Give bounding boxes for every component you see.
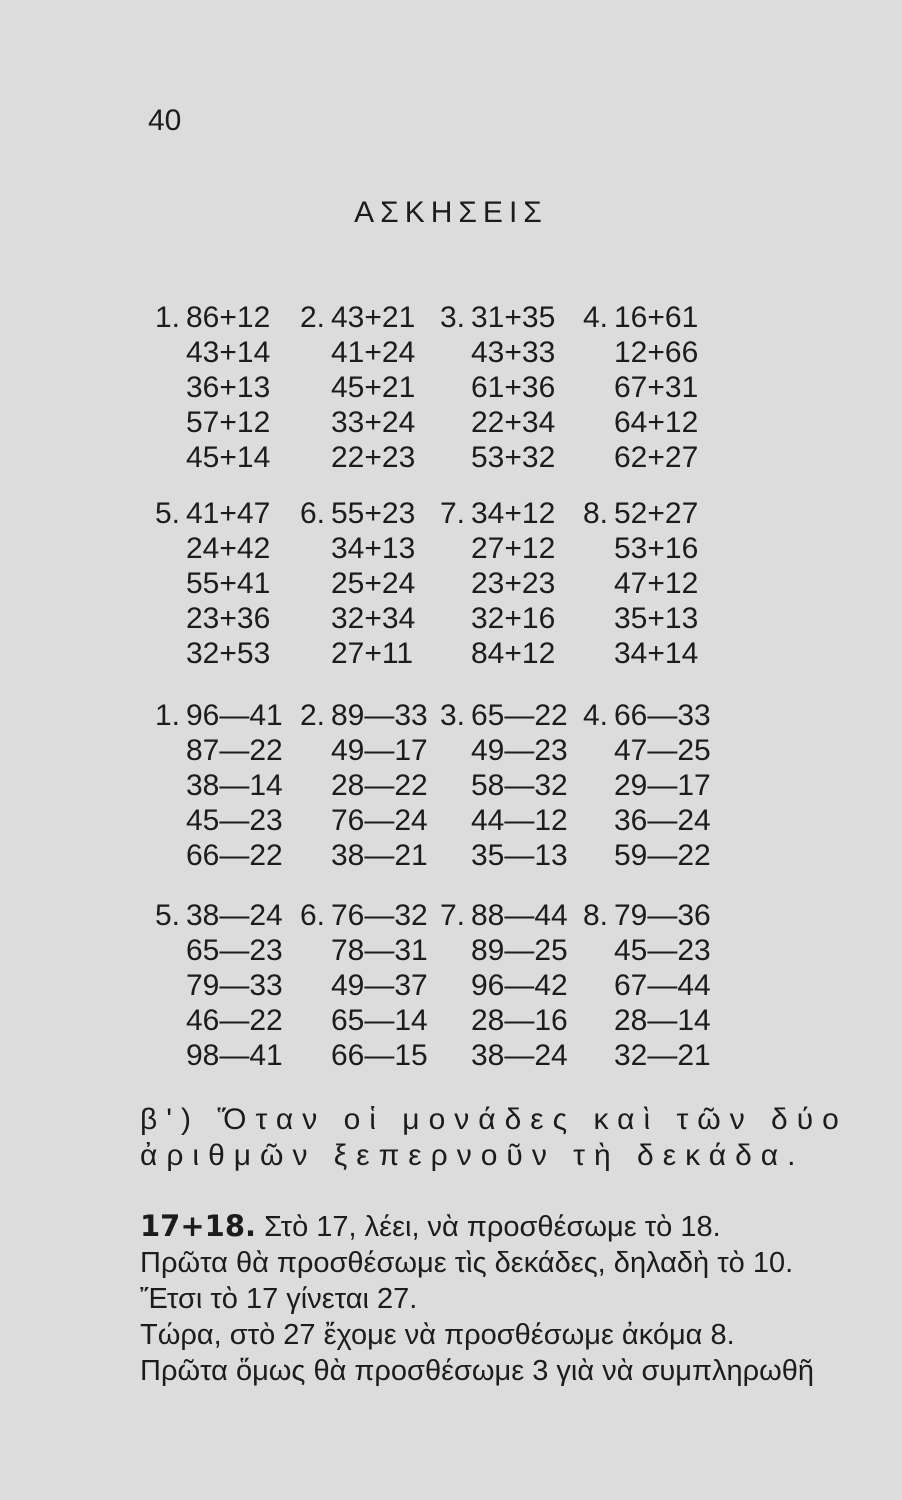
exercise-item: 28—14 xyxy=(614,1004,711,1037)
exercise-item: 25+24 xyxy=(331,567,416,600)
page-number: 40 xyxy=(148,104,182,137)
exercise-number: 3. xyxy=(439,699,465,732)
exercise-item: 47—25 xyxy=(614,734,711,767)
exercise-item: 27+12 xyxy=(471,532,556,565)
exercise-item: 89—33 xyxy=(331,699,428,732)
exercise-item: 38—24 xyxy=(186,899,283,932)
exercise-item: 61+36 xyxy=(471,371,556,404)
exercise-item: 44—12 xyxy=(471,804,568,837)
exercise-item: 66—33 xyxy=(614,699,711,732)
exercise-number: 3. xyxy=(439,301,465,334)
exercise-item: 43+33 xyxy=(471,336,556,369)
exercise-item: 96—41 xyxy=(186,699,283,732)
exercise-item: 36—24 xyxy=(614,804,711,837)
exercise-item: 96—42 xyxy=(471,969,568,1002)
exercise-item: 55+41 xyxy=(186,567,271,600)
exercise-item: 45+21 xyxy=(331,371,416,404)
exercise-item: 32+34 xyxy=(331,602,416,635)
exercise-item: 64+12 xyxy=(614,406,699,439)
exercise-item: 87—22 xyxy=(186,734,283,767)
exercise-item: 78—31 xyxy=(331,934,428,967)
exercise-item: 23+36 xyxy=(186,602,271,635)
exercise-number: 8. xyxy=(582,497,608,530)
exercise-item: 38—21 xyxy=(331,839,428,872)
exercise-item: 43+14 xyxy=(186,336,271,369)
exercise-item: 34+12 xyxy=(471,497,556,530)
exercise-item: 65—23 xyxy=(186,934,283,967)
exercise-item: 41+24 xyxy=(331,336,416,369)
paragraph-line-4: Τώρα, στὸ 27 ἔχομε νὰ προσθέσωμε ἀκόμα 8. xyxy=(140,1319,735,1351)
exercise-number: 7. xyxy=(439,497,465,530)
exercise-item: 67—44 xyxy=(614,969,711,1002)
exercise-item: 57+12 xyxy=(186,406,271,439)
exercise-item: 79—33 xyxy=(186,969,283,1002)
exercise-item: 49—37 xyxy=(331,969,428,1002)
paragraph-line-3: Ἔτσι τὸ 17 γίνεται 27. xyxy=(140,1283,418,1315)
exercise-item: 59—22 xyxy=(614,839,711,872)
exercise-item: 52+27 xyxy=(614,497,699,530)
exercise-item: 58—32 xyxy=(471,769,568,802)
exercise-item: 38—24 xyxy=(471,1039,568,1072)
exercise-item: 41+47 xyxy=(186,497,271,530)
exercise-item: 43+21 xyxy=(331,301,416,334)
exercise-item: 65—14 xyxy=(331,1004,428,1037)
exercise-item: 62+27 xyxy=(614,441,699,474)
exercise-item: 49—17 xyxy=(331,734,428,767)
exercise-item: 76—32 xyxy=(331,899,428,932)
example-expression: 17+18. xyxy=(140,1209,257,1243)
exercise-number: 5. xyxy=(154,497,180,530)
exercise-item: 76—24 xyxy=(331,804,428,837)
section-heading xyxy=(140,1102,880,1174)
exercise-item: 67+31 xyxy=(614,371,699,404)
exercises-heading: ΑΣΚΗΣΕΙΣ xyxy=(354,196,548,229)
exercise-item: 55+23 xyxy=(331,497,416,530)
exercise-item: 33+24 xyxy=(331,406,416,439)
exercise-item: 46—22 xyxy=(186,1004,283,1037)
section-heading-line-1: β') Ὅταν οἱ μονάδες καὶ τῶν δύο xyxy=(140,1103,848,1136)
explanation-paragraph xyxy=(140,1208,890,1389)
paragraph-line-1-text: Στὸ 17, λέει, νὰ προσθέσωμε τὸ 18. xyxy=(256,1211,721,1243)
exercise-item: 45+14 xyxy=(186,441,271,474)
exercise-item: 27+11 xyxy=(331,637,414,670)
exercise-item: 88—44 xyxy=(471,899,568,932)
exercise-item: 32—21 xyxy=(614,1039,711,1072)
exercise-number: 5. xyxy=(154,899,180,932)
exercise-number: 6. xyxy=(299,899,325,932)
exercise-item: 16+61 xyxy=(614,301,699,334)
exercise-item: 31+35 xyxy=(471,301,556,334)
exercise-item: 35+13 xyxy=(614,602,699,635)
exercise-item: 45—23 xyxy=(614,934,711,967)
exercise-item: 98—41 xyxy=(186,1039,283,1072)
paragraph-line-1 xyxy=(140,1208,890,1245)
exercise-number: 4. xyxy=(582,301,608,334)
paragraph-line-2: Πρῶτα θὰ προσθέσωμε τὶς δεκάδες, δηλαδὴ τὸ 10. xyxy=(140,1247,794,1279)
exercise-item: 45—23 xyxy=(186,804,283,837)
paragraph-line-5: Πρῶτα ὅμως θὰ προσθέσωμε 3 γιὰ νὰ συμπληρωθῆ xyxy=(140,1355,815,1387)
exercise-item: 38—14 xyxy=(186,769,283,802)
exercise-item: 84+12 xyxy=(471,637,556,670)
exercise-item: 22+23 xyxy=(331,441,416,474)
exercise-number: 2. xyxy=(299,301,325,334)
exercise-item: 89—25 xyxy=(471,934,568,967)
exercise-item: 66—15 xyxy=(331,1039,428,1072)
exercise-item: 29—17 xyxy=(614,769,711,802)
exercise-item: 28—16 xyxy=(471,1004,568,1037)
exercise-number: 4. xyxy=(582,699,608,732)
section-heading-line-2: ἀριθμῶν ξεπερνοῦν τὴ δεκάδα. xyxy=(140,1139,805,1172)
exercise-item: 34+14 xyxy=(614,637,699,670)
exercise-item: 79—36 xyxy=(614,899,711,932)
exercise-number: 1. xyxy=(154,301,180,334)
exercise-item: 47+12 xyxy=(614,567,699,600)
exercise-item: 22+34 xyxy=(471,406,556,439)
exercise-number: 6. xyxy=(299,497,325,530)
exercise-item: 23+23 xyxy=(471,567,556,600)
exercise-item: 12+66 xyxy=(614,336,699,369)
exercise-item: 49—23 xyxy=(471,734,568,767)
exercise-item: 65—22 xyxy=(471,699,568,732)
exercise-item: 66—22 xyxy=(186,839,283,872)
exercise-number: 7. xyxy=(439,899,465,932)
exercise-item: 34+13 xyxy=(331,532,416,565)
exercise-item: 32+53 xyxy=(186,637,271,670)
exercise-item: 35—13 xyxy=(471,839,568,872)
exercise-number: 8. xyxy=(582,899,608,932)
exercise-item: 28—22 xyxy=(331,769,428,802)
exercise-item: 53+16 xyxy=(614,532,699,565)
exercise-item: 24+42 xyxy=(186,532,271,565)
exercise-number: 2. xyxy=(299,699,325,732)
exercise-item: 36+13 xyxy=(186,371,271,404)
exercise-item: 32+16 xyxy=(471,602,556,635)
exercise-item: 86+12 xyxy=(186,301,271,334)
exercise-number: 1. xyxy=(154,699,180,732)
exercise-item: 53+32 xyxy=(471,441,556,474)
